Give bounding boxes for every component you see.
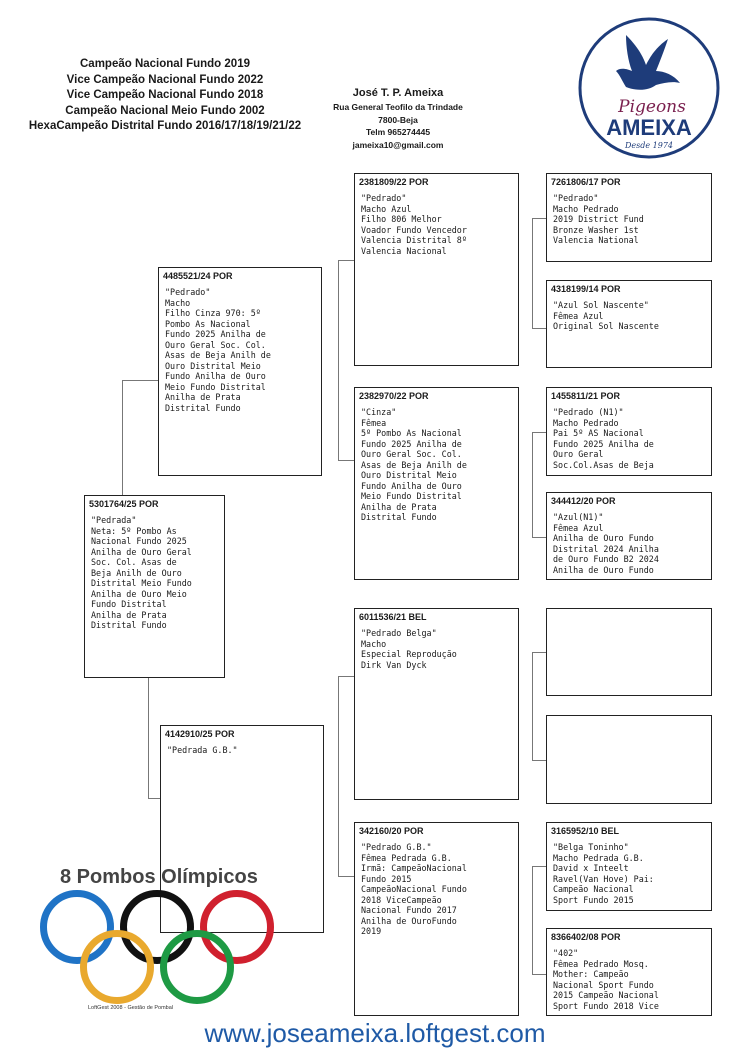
ring-number: 1455811/21 POR [551,391,621,401]
ring-number: 5301764/25 POR [89,499,159,509]
sire-sire-card [354,173,519,366]
connector-line [338,460,354,461]
pigeon-details: "Cinza" Fêmea 5º Pombo As Nacional Fundo 2025 Anilha de Ouro Geral Soc. Col. Asas de Beja Anilh de Ouro Distrital Meio Fundo Anilha de Ouro Meio Fundo Distrital Anilha de Prata Distrital Fundo [361,407,467,522]
connector-line [532,760,546,761]
connector-line [532,652,533,760]
sire-dam-card [354,387,519,580]
pigeon-details: "Pedrado G.B." Fêmea Pedrada G.B. Irmã: CampeãoNacional Fundo 2015 CampeãoNacional Fundo 2018 ViceCampeão Nacional Fundo 2017 Anilha de OuroFundo 2019 [361,842,467,936]
dam-sire-card [354,608,519,800]
pigeon-details: "Pedrado" Macho Pedrado 2019 District Fund Bronze Washer 1st Valencia National [553,193,644,245]
achievement-line: HexaCampeão Distrital Fundo 2016/17/18/19/21/22 [28,120,302,132]
connector-line [148,798,160,799]
connector-line [338,676,339,876]
connector-line [338,676,354,677]
olympic-ring-green [160,930,234,1004]
connector-line [532,432,546,433]
breeder-city: 7800-Beja [378,114,418,125]
pigeon-details: "Pedrado" Macho Azul Filho 806 Melhor Voador Fundo Vencedor Valencia Distrital 8º Valencia Nacional [361,193,467,256]
ring-number: 3165952/10 BEL [551,826,620,836]
ring-number: 7261806/17 POR [551,177,621,187]
achievements-block [0,57,330,135]
connector-line [338,876,354,877]
ring-number: 342160/20 POR [359,826,424,836]
pigeon-details: "Pedrado" Macho Filho Cinza 970: 5º Pombo As Nacional Fundo 2025 Anilha de Ouro Geral Soc. Col. Asas de Beja Anilh de Ouro Distrital Meio Fundo Anilha de Ouro Meio Fundo Distrital Anilha de Prata Distrital Fundo [165,287,271,413]
ring-number: 344412/20 POR [551,496,616,506]
connector-line [532,218,546,219]
dam-sire-dam-card [546,715,712,804]
pigeon-details: "Pedrado (N1)" Macho Pedrado Pai 5º AS Nacional Fundo 2025 Anilha de Ouro Geral Soc.Col.Asas de Beja [553,407,654,470]
sire-dam-sire-card [546,387,712,476]
dam-sire-sire-card [546,608,712,696]
achievement-line: Vice Campeão Nacional Fundo 2018 [66,89,264,101]
achievement-line: Campeão Nacional Meio Fundo 2002 [65,104,265,117]
ring-number: 6011536/21 BEL [359,612,427,622]
svg-text:AMEIXA: AMEIXA [606,115,692,140]
website-link[interactable]: www.joseameixa.loftgest.com [204,1018,546,1048]
pigeon-details: "Belga Toninho" Macho Pedrada G.B. David x Inteelt Ravel(Van Hove) Pai: Campeão Nacional Sport Fundo 2015 [553,842,654,905]
pigeon-details: "402" Fêmea Pedrado Mosq. Mother: Campeão Nacional Sport Fundo 2015 Campeão Nacional Sport Fundo 2018 Vice [553,948,659,1011]
sire-sire-dam-card [546,280,712,368]
breeder-street: Rua General Teofilo da Trindade [333,102,463,112]
connector-line [338,260,354,261]
connector-line [532,974,546,975]
connector-line [532,866,546,867]
svg-text:Pigeons: Pigeons [618,97,686,117]
pigeon-details: "Azul Sol Nascente" Fêmea Azul Original Sol Nascente [553,300,659,331]
pigeon-details: "Pedrada G.B." [167,745,238,755]
breeder-phone: Telm 965274445 [365,127,431,137]
ameixa-logo [576,17,722,159]
software-credit: LoftGest 2008 - Gestão de Pombal [88,1005,173,1011]
pigeon-details: "Pedrado Belga" Macho Especial Reprodução Dirk Van Dyck [361,628,457,670]
ring-number: 2381809/22 POR [359,177,429,187]
achievement-line: Vice Campeão Nacional Fundo 2022 [66,73,264,86]
connector-line [122,380,158,381]
olympic-title: 8 Pombos Olímpicos [60,866,258,888]
connector-line [532,218,533,328]
breeder-name: José T. P. Ameixa [352,87,444,99]
pigeon-details: "Pedrada" Neta: 5º Pombo As Nacional Fundo 2025 Anilha de Ouro Geral Soc. Col. Asas de Beja Anilh de Ouro Distrital Meio Fundo Anilha de Ouro Meio Fundo Distrital Anilha de Prata Distrital Fundo [91,515,192,630]
ring-number: 2382970/22 POR [359,391,429,401]
connector-line [338,260,339,460]
dam-dam-card [354,822,519,1016]
subject-pigeon-card [84,495,225,678]
dam-dam-sire-card [546,822,712,911]
connector-line [532,328,546,329]
breeder-contact [318,86,478,151]
ring-number: 4142910/25 POR [165,729,235,739]
pigeon-details: "Azul(N1)" Fêmea Azul Anilha de Ouro Fundo Distrital 2024 Anilha de Ouro Fundo B2 2024 Anilha de Ouro Fundo [553,512,659,575]
ring-number: 8366402/08 POR [551,932,621,942]
sire-sire-sire-card [546,173,712,262]
svg-text:Desde 1974: Desde 1974 [624,141,674,150]
dam-dam-dam-card [546,928,712,1016]
connector-line [532,866,533,974]
connector-line [122,380,123,497]
breeder-email: jameixa10@gmail.com [352,139,444,150]
achievement-line: Campeão Nacional Fundo 2019 [80,58,250,70]
connector-line [532,432,533,537]
connector-line [148,678,149,798]
ring-number: 4318199/14 POR [551,284,621,294]
connector-line [532,652,546,653]
sire-dam-dam-card [546,492,712,580]
sire-card [158,267,322,476]
olympic-ring-yellow [80,930,154,1004]
connector-line [532,537,546,538]
ring-number: 4485521/24 POR [163,271,233,281]
